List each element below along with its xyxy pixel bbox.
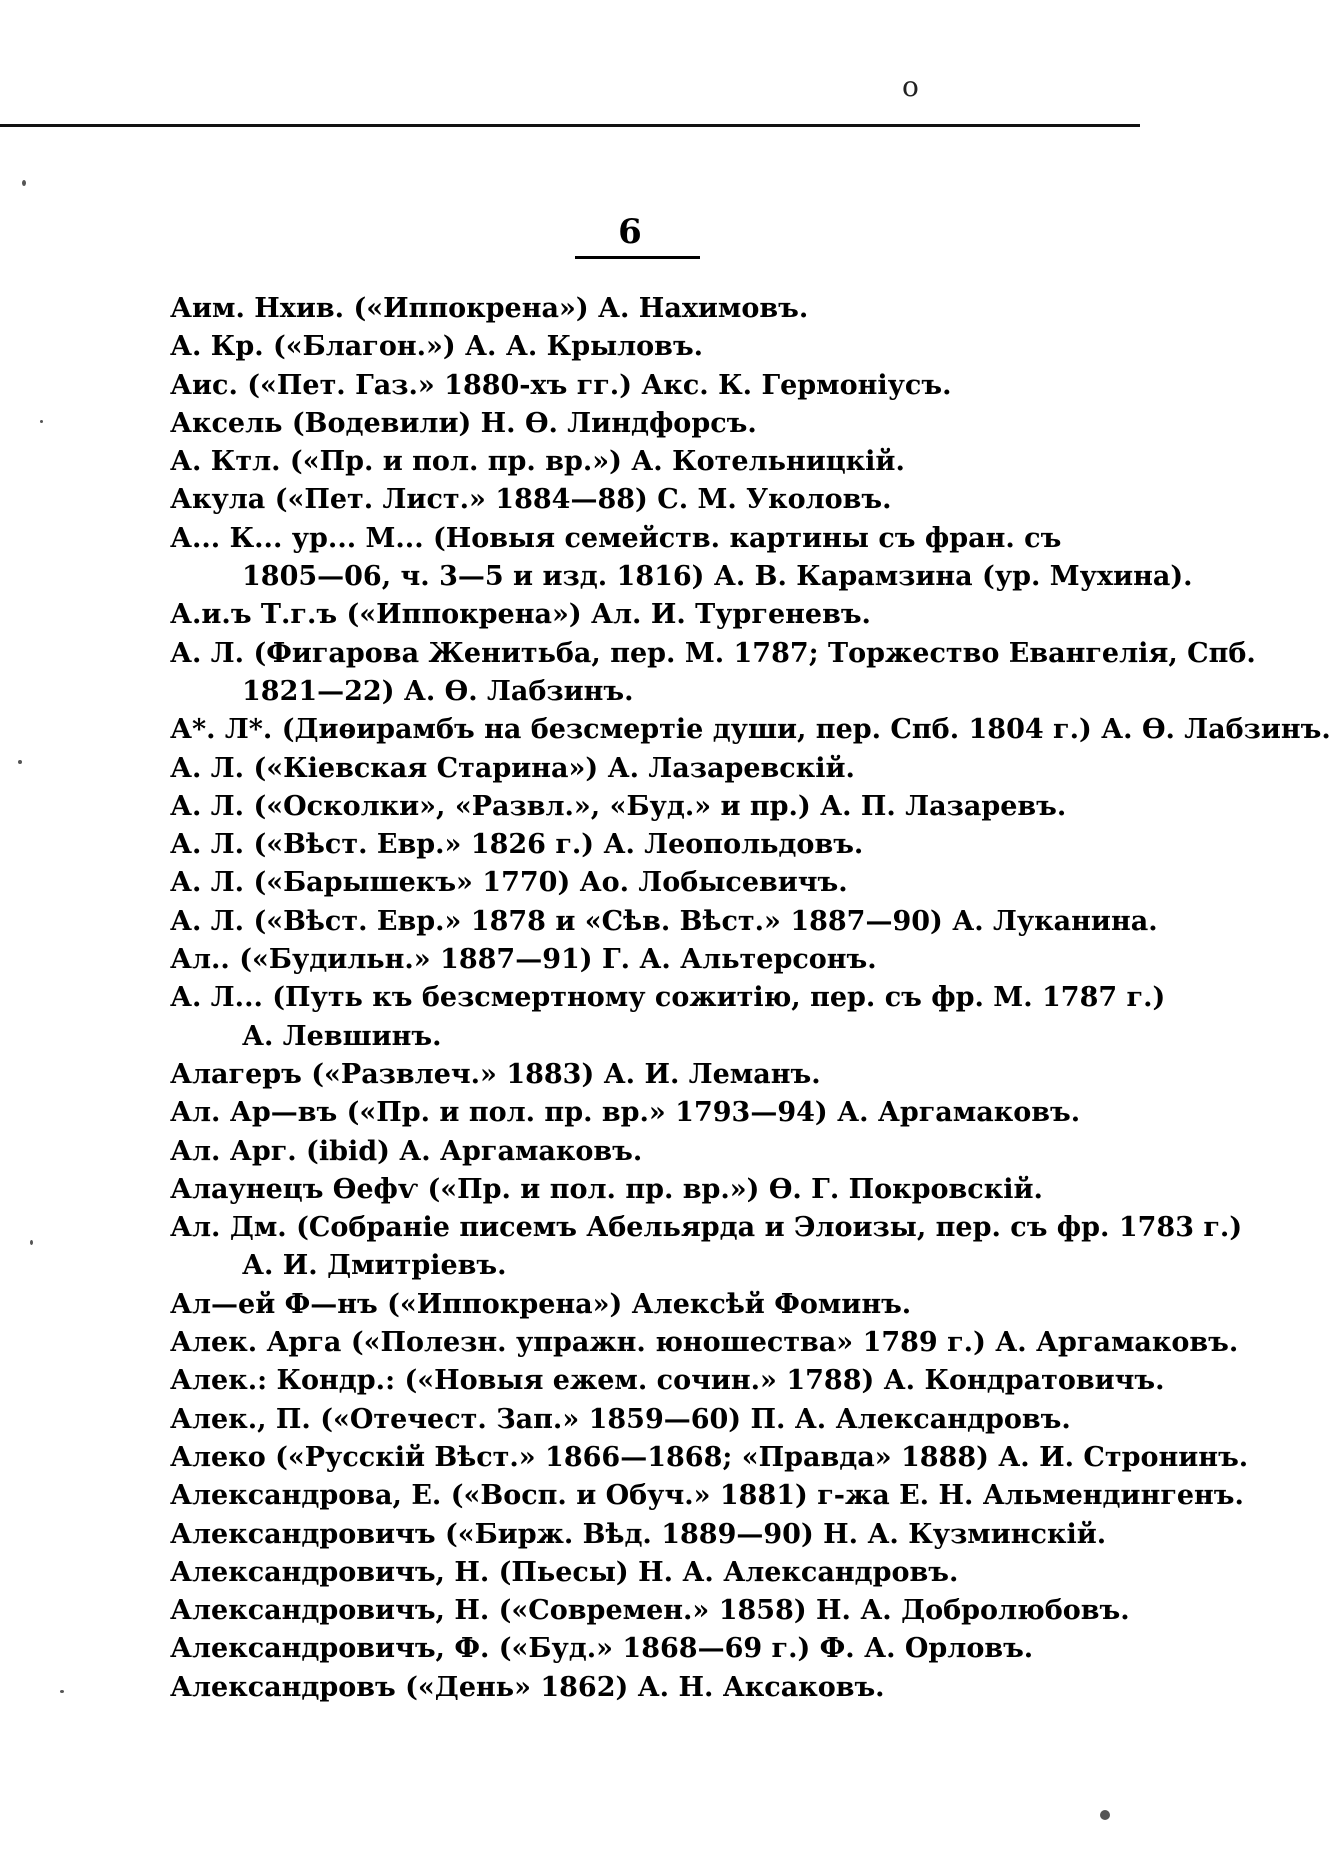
index-entry [170,941,1100,979]
index-entry [170,1286,1100,1324]
index-entry [170,864,1100,902]
entry-text: Александровъ («День» 1862) А. Н. Аксаковъ. [170,1671,885,1703]
entry-text: А. Ктл. («Пр. и пол. пр. вр.») А. Котельницкій. [170,446,905,478]
index-entry [170,520,1193,597]
scan-speck [60,1690,64,1693]
entry-text: Александровичъ, Н. («Современ.» 1858) Н. А. Добролюбовъ. [170,1595,1130,1627]
entry-text: Аис. («Пет. Газ.» 1880-хъ гг.) Акс. К. Гермоніусъ. [170,369,952,401]
entry-text: Акула («Пет. Лист.» 1884—88) С. М. Уколовъ. [170,484,892,516]
index-entry [170,750,1100,788]
index-entry [170,443,1100,481]
index-entry [170,1554,1100,1592]
entry-text: А. Л. («Осколки», «Развл.», «Буд.» и пр.) А. П. Лазаревъ. [170,790,1067,822]
scan-speck [1100,1810,1110,1820]
scan-speck [22,180,26,186]
entry-text: Ал.. («Будильн.» 1887—91) Г. А. Альтерсонъ. [170,944,877,976]
index-entry [170,1516,1107,1554]
index-entry [170,1477,1244,1515]
entry-text: А. Л. («Вѣст. Евр.» 1878 и «Сѣв. Вѣст.» 1887—90) А. Луканина. [170,905,1158,937]
index-entry [170,1630,1100,1668]
entry-text: Александровичъ («Бирж. Вѣд. 1889—90) Н. А. Кузминскій. [170,1518,1107,1550]
index-entry [170,481,1100,519]
entry-text: Ал. Ар—въ («Пр. и пол. пр. вр.» 1793—94) А. Аргамаковъ. [170,1097,1081,1129]
index-entry [170,596,1100,634]
entry-text: Ал. Дм. (Собраніе писемъ Абельярда и Элоизы, пер. съ фр. 1783 г.) [170,1212,1243,1244]
index-entry [170,1401,1100,1439]
index-entry [170,290,1100,328]
entry-text: А. Л... (Путь къ безсмертному сожитію, пер. съ фр. М. 1787 г.) [170,982,1166,1014]
entry-text: Аксель (Водевили) Н. Ѳ. Линдфорсъ. [170,407,757,439]
entry-text: Алаунецъ Ѳефѵ («Пр. и пол. пр. вр.») Ѳ. Г. Покровскій. [170,1173,1043,1205]
entry-text: Ал. Арг. (ibid) А. Аргамаковъ. [170,1135,643,1167]
entry-text: А. Л. («Барышекъ» 1770) Ао. Лобысевичъ. [170,867,848,899]
index-entry [170,1094,1100,1132]
index-entry [170,635,1256,712]
index-entry [170,328,1100,366]
entry-text: Ал—ей Ф—нъ («Иппокрена») Алексѣй Фоминъ. [170,1288,912,1320]
entry-text: Александрова, Е. («Восп. и Обуч.» 1881) г-жа Е. Н. Альмендингенъ. [170,1480,1244,1512]
index-entry [170,1669,1100,1707]
page-number-rule [575,256,700,259]
index-entry [170,826,1100,864]
index-entry [170,979,1166,1056]
entry-text: Аим. Нхив. («Иппокрена») А. Нахимовъ. [170,293,809,324]
scan-speck [40,420,43,423]
index-entry [170,1171,1100,1209]
index-entry [170,1209,1243,1286]
entry-continuation: 1805—06, ч. 3—5 и изд. 1816) А. В. Карамзина (ур. Мухина). [242,561,1193,593]
scan-speck [30,1240,33,1245]
entry-text: Алеко («Русскій Вѣст.» 1866—1868; «Правда» 1888) А. И. Стронинъ. [170,1441,1249,1473]
entry-text: Алек. Арга («Полезн. упражн. юношества» 1789 г.) А. Аргамаковъ. [170,1327,1239,1359]
index-entry [170,1133,1100,1171]
entry-continuation: 1821—22) А. Ѳ. Лабзинъ. [242,675,634,707]
entry-text: А. Кр. («Благон.») А. А. Крыловъ. [170,331,704,363]
entry-text: А... К... ур... М... (Новыя семейств. картины съ фран. съ [170,522,1062,554]
index-entry [170,788,1100,826]
index-entry [170,1439,1249,1477]
index-entries [170,290,1331,1707]
entry-text: Александровичъ, Ф. («Буд.» 1868—69 г.) Ф. А. Орловъ. [170,1633,1034,1665]
index-entry [170,711,1331,749]
entry-text: А. Л. (Фигарова Женитьба, пер. М. 1787; Торжество Евангелія, Спб. [170,637,1256,669]
page-number: 6 [618,212,642,252]
entry-continuation: А. И. Дмитріевъ. [242,1250,507,1282]
entry-text: Алек.: Кондр.: («Новыя ежем. сочин.» 1788) А. Кондратовичъ. [170,1365,1165,1397]
index-entry [170,405,1100,443]
index-entry [170,367,1100,405]
entry-text: Алагеръ («Развлеч.» 1883) А. И. Леманъ. [170,1058,821,1090]
entry-text: Александровичъ, Н. (Пьесы) Н. А. Александровъ. [170,1556,959,1588]
index-entry [170,1592,1130,1630]
entry-text: Алек., П. («Отечест. Зап.» 1859—60) П. А. Александровъ. [170,1403,1071,1435]
entry-text: А*. Л*. (Диѳирамбъ на безсмертіе души, пер. Спб. 1804 г.) А. Ѳ. Лабзинъ. [170,714,1331,746]
entry-text: А.и.ъ Т.г.ъ («Иппокрена») Ал. И. Тургеневъ. [170,599,871,631]
index-entry [170,1324,1239,1362]
corner-mark: о [902,70,919,103]
scan-speck [18,760,22,764]
scan-top-edge [0,124,1140,127]
index-entry [170,1362,1165,1400]
entry-continuation: А. Левшинъ. [242,1020,442,1052]
entry-text: А. Л. («Кіевская Старина») А. Лазаревскій. [170,752,855,784]
entry-text: А. Л. («Вѣст. Евр.» 1826 г.) А. Леопольдовъ. [170,829,864,861]
index-entry [170,1056,1100,1094]
index-entry [170,903,1158,941]
